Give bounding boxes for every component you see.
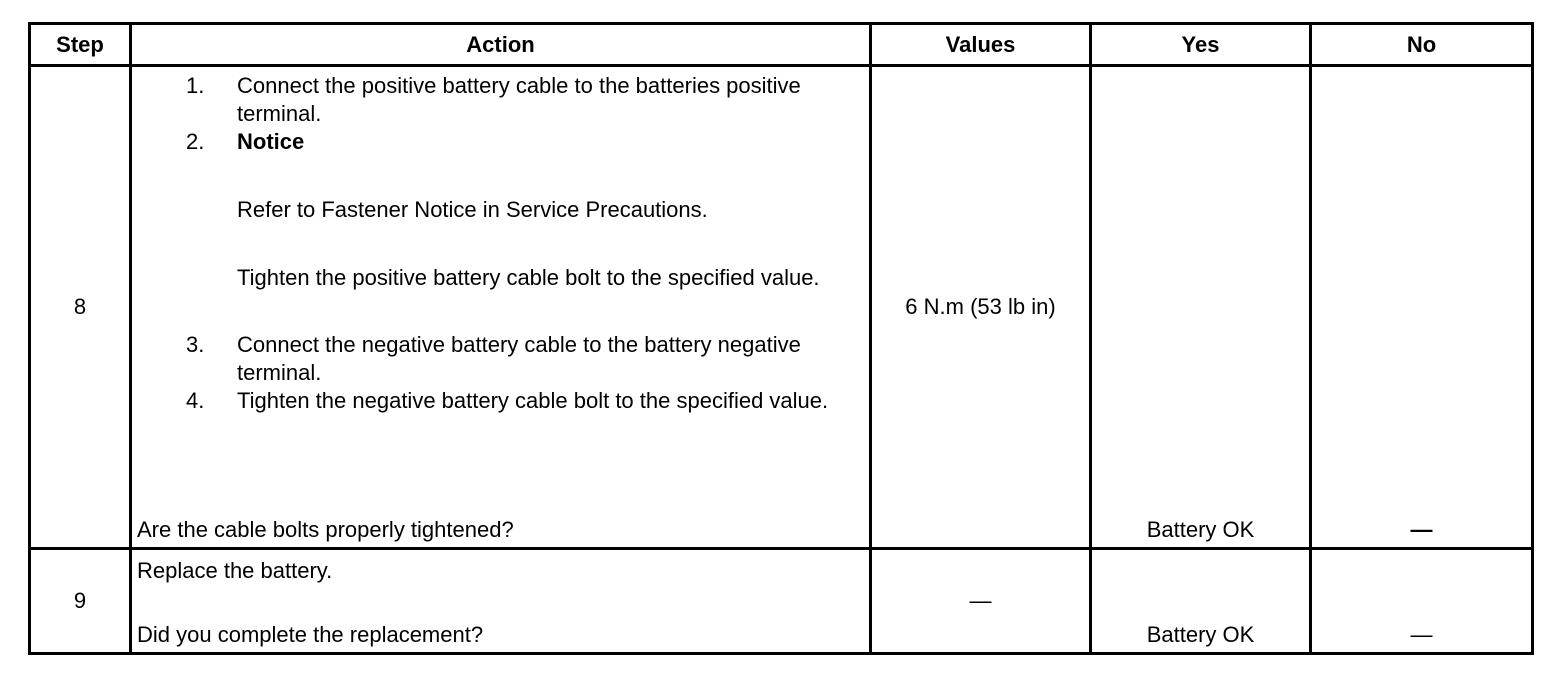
item-text: Tighten the negative battery cable bolt to the specified value. xyxy=(237,388,829,413)
table-row xyxy=(30,66,1533,549)
notice-title: Notice xyxy=(237,129,305,154)
step-number: 8 xyxy=(30,66,131,549)
item-number: 4. xyxy=(186,388,205,413)
header-action: Action xyxy=(131,24,871,66)
yes-cell xyxy=(1091,549,1311,654)
item-text: Tighten the positive battery cable bolt to the specified value. xyxy=(237,265,820,290)
item-text: Connect the negative battery cable to the battery negative terminal. xyxy=(237,332,801,385)
item-number: 3. xyxy=(186,332,205,357)
header-values: Values xyxy=(871,24,1091,66)
action-cell xyxy=(131,549,871,654)
table-row xyxy=(30,549,1533,654)
procedure-list xyxy=(132,72,872,415)
question-text: Did you complete the replacement? xyxy=(137,622,484,647)
no-cell xyxy=(1311,549,1533,654)
list-item xyxy=(132,387,872,415)
value-cell: 6 N.m (53 lb in) xyxy=(871,66,1091,549)
no-cell xyxy=(1311,66,1533,549)
header-yes: Yes xyxy=(1091,24,1311,66)
header-row xyxy=(30,24,1533,66)
step-number: 9 xyxy=(30,549,131,654)
item-number: 2. xyxy=(186,129,205,154)
value-cell: — xyxy=(871,549,1091,654)
header-no: No xyxy=(1311,24,1533,66)
yes-cell xyxy=(1091,66,1311,549)
item-text: Connect the positive battery cable to the batteries positive terminal. xyxy=(237,73,801,126)
yes-result: Battery OK xyxy=(1146,622,1255,647)
list-item xyxy=(132,72,872,128)
action-cell xyxy=(131,66,871,549)
list-item xyxy=(132,331,872,387)
question-text: Are the cable bolts properly tightened? xyxy=(137,517,514,542)
no-result: — xyxy=(1410,622,1433,647)
diagnostic-table xyxy=(28,22,1534,655)
list-item xyxy=(132,128,872,156)
yes-result: Battery OK xyxy=(1146,517,1255,542)
action-text: Replace the battery. xyxy=(137,558,333,583)
item-number: 1. xyxy=(186,73,205,98)
header-step: Step xyxy=(30,24,131,66)
no-result: — xyxy=(1410,517,1433,542)
notice-text: Refer to Fastener Notice in Service Precautions. xyxy=(237,197,708,222)
